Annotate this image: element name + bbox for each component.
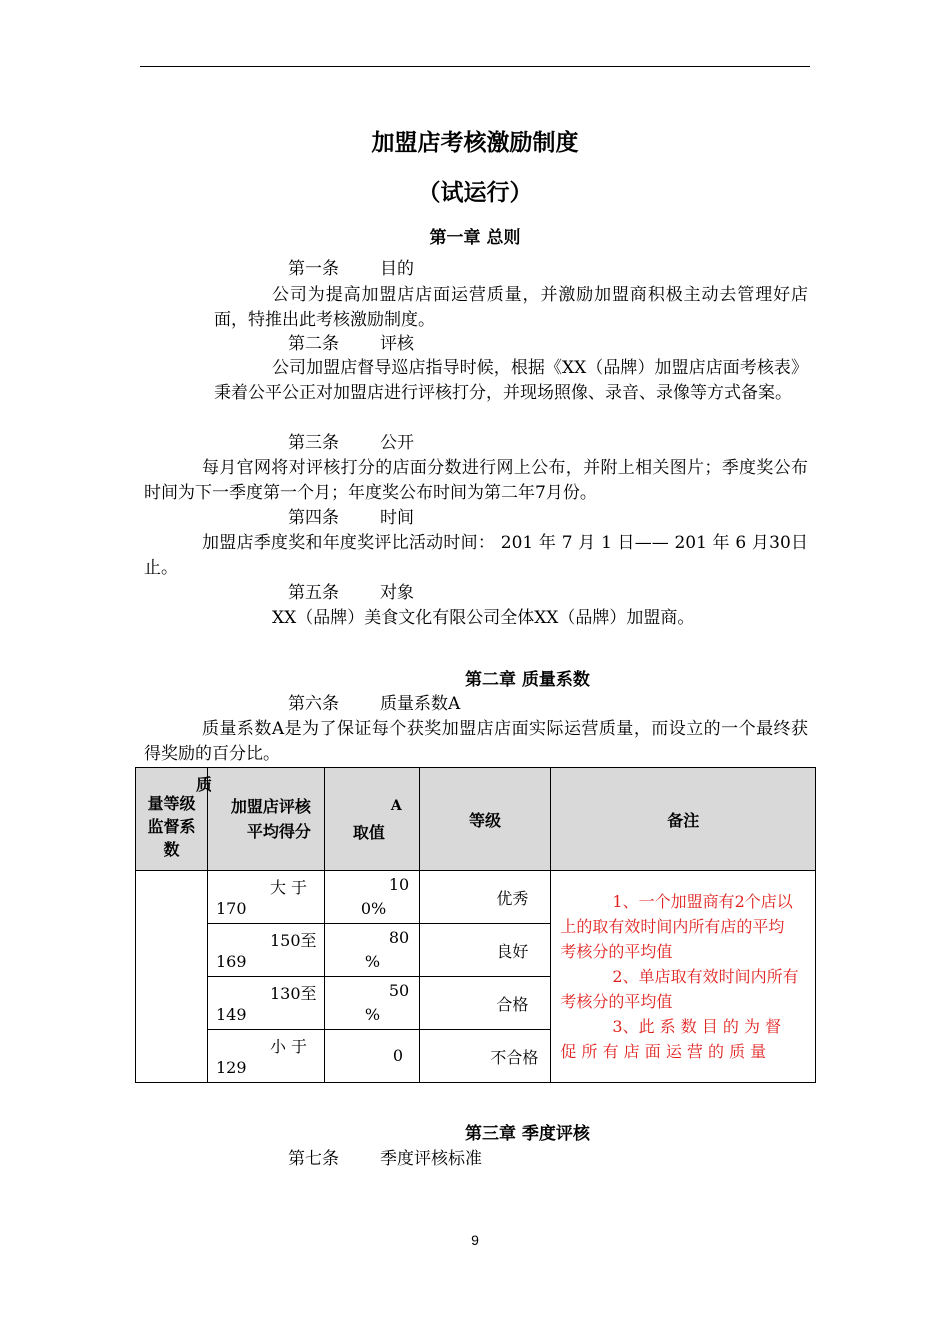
article-2-label: 第二条 [288,334,339,354]
article-6-label: 第六条 [288,694,339,714]
article-4-label: 第四条 [288,508,339,528]
article-1-label: 第一条 [288,259,339,279]
value-cell [324,871,419,924]
score-bottom: 170 [215,899,247,918]
value-bottom: % [364,1005,381,1024]
header-col1-top: 质 [196,775,213,794]
score-cell [207,924,324,977]
article-6-name: 质量系数A [380,694,461,714]
score-bottom: 129 [215,1058,247,1077]
header-col1-text: 量等级监督系数 [147,793,196,859]
score-cell [207,1030,324,1083]
score-bottom: 149 [215,1005,247,1024]
value-top: 50 [388,981,410,1000]
score-top: 大 于 [269,878,308,897]
article-4-text: 加盟店季度奖和年度奖评比活动时间： 201 年 7 月 1 日—— 201 年 6 月30日止。 [144,533,808,578]
coefficient-cell [136,871,208,1083]
value-top: 10 [388,875,410,894]
article-3-name: 公开 [380,433,414,453]
remarks-notes [551,871,815,1064]
document-title: 加盟店考核激励制度 [371,129,579,156]
article-4-name: 时间 [380,508,414,528]
header-supervision-coefficient [136,768,213,871]
article-5-text: XX（品牌）美食文化有限公司全体XX（品牌）加盟商。 [272,608,695,628]
remarks-cell [551,871,816,1083]
grade-cell: 优秀 [419,871,551,924]
article-2-text: 公司加盟店督导巡店指导时候，根据《XX（品牌）加盟店店面考核表》秉着公平公正对加盟店进行评核打分，并现场照像、录音、录像等方式备案。 [214,358,808,403]
document-subtitle: （试运行） [417,179,533,206]
article-7-label: 第七条 [288,1149,339,1169]
table-row [136,871,816,924]
note-line: 考核分的平均值 [560,992,673,1011]
chapter-1-heading: 第一章 总则 [429,228,521,248]
note-line: 上的取有效时间内所有店的平均 [560,917,785,936]
quality-coefficient-table [135,767,816,1083]
score-top: 130至 [269,984,317,1003]
chapter-2-heading: 第二章 质量系数 [465,670,590,690]
note-line: 2、单店取有效时间内所有 [612,967,799,986]
value-bottom: 0% [360,899,387,918]
note-line: 考核分的平均值 [560,942,673,961]
header-grade: 等级 [419,768,551,871]
page-number: 9 [471,1232,479,1248]
note-line: 1、一个加盟商有2个店以 [612,892,793,911]
grade-cell: 不合格 [419,1030,551,1083]
article-3-text: 每月官网将对评核打分的店面分数进行网上公布，并附上相关图片；季度奖公布时间为下一季度第一个月；年度奖公布时间为第二年7月份。 [144,458,808,503]
grade-cell: 合格 [419,977,551,1030]
chapter-3-heading: 第三章 季度评核 [465,1124,590,1144]
article-2-name: 评核 [380,334,414,354]
table-header-row [136,768,816,871]
article-5-label: 第五条 [288,583,339,603]
article-7-name: 季度评核标准 [380,1149,482,1169]
value-cell [324,1030,419,1083]
score-cell [207,977,324,1030]
note-line: 3、此 系 数 目 的 为 督 [612,1017,782,1036]
header-rule [140,66,810,67]
score-top: 小 于 [269,1037,308,1056]
value-cell [324,977,419,1030]
article-5-name: 对象 [380,583,414,603]
header-col3-top: A [390,798,402,814]
article-1-text: 公司为提高加盟店店面运营质量，并激励加盟商积极主动去管理好店面，特推出此考核激励制度。 [214,285,808,330]
value-bottom: 0 [392,1046,404,1065]
article-1-name: 目的 [380,259,414,279]
header-col2-text: 加盟店评核平均得分 [230,797,311,841]
value-cell [324,924,419,977]
grade-cell: 良好 [419,924,551,977]
header-a-value [324,768,419,871]
header-col3-text: 取值 [352,823,385,842]
score-cell [207,871,324,924]
header-remarks: 备注 [551,768,816,871]
score-top: 150至 [269,931,317,950]
header-average-score [207,768,324,871]
value-top: 80 [388,928,410,947]
article-3-label: 第三条 [288,433,339,453]
score-bottom: 169 [215,952,247,971]
article-6-text: 质量系数A是为了保证每个获奖加盟店店面实际运营质量，而设立的一个最终获得奖励的百分比。 [144,719,808,764]
value-bottom: % [364,952,381,971]
note-line: 促 所 有 店 面 运 营 的 质 量 [560,1042,767,1061]
